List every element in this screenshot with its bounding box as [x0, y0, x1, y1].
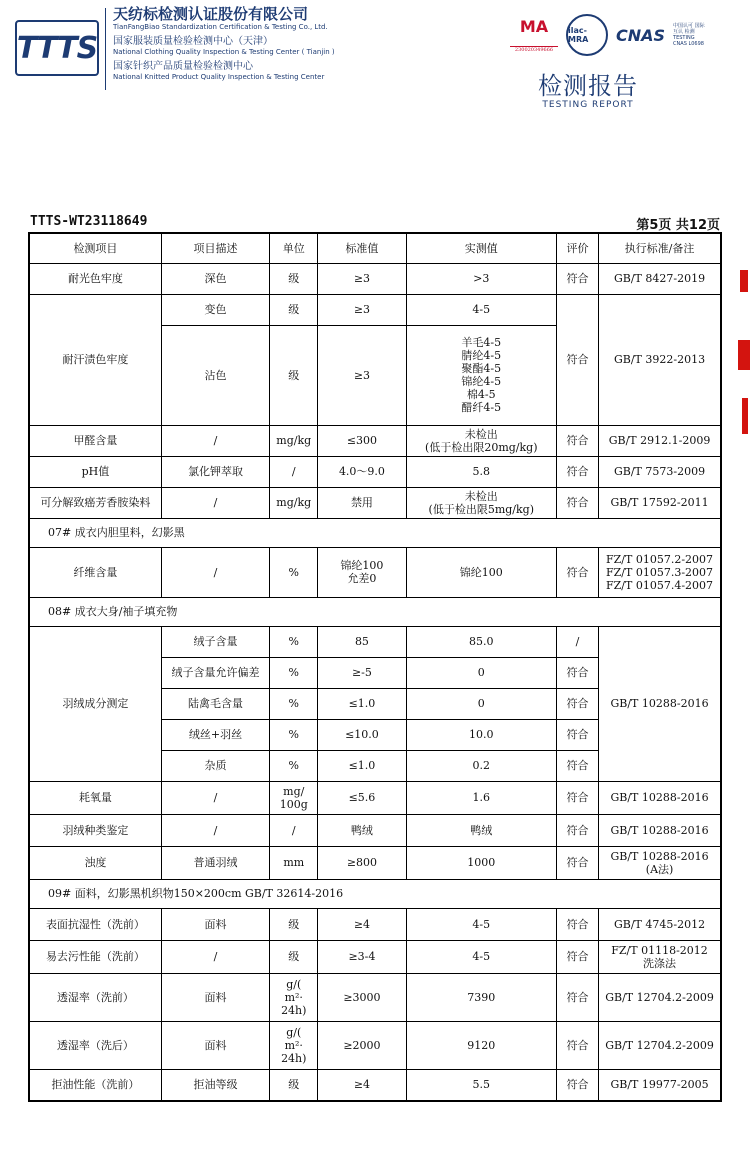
cell: / — [161, 814, 269, 846]
cell: 符合 — [556, 294, 598, 425]
cell: 面料 — [161, 1021, 269, 1069]
table-row — [29, 547, 721, 597]
table-row — [29, 846, 721, 879]
cell: / — [270, 456, 318, 487]
red-seal-fragment — [738, 270, 750, 440]
table-row — [29, 425, 721, 456]
cell: 表面抗湿性（洗前） — [29, 908, 161, 940]
cnas-mark: CNAS — [616, 25, 666, 45]
cell: 1.6 — [406, 781, 556, 814]
cell: 符合 — [556, 781, 598, 814]
cell: ≤1.0 — [318, 750, 406, 781]
cell: mm — [270, 846, 318, 879]
cell: 杂质 — [161, 750, 269, 781]
cell: 面料 — [161, 908, 269, 940]
cell: 级 — [270, 1069, 318, 1101]
cell: >3 — [406, 263, 556, 294]
table-row — [29, 973, 721, 1021]
cell: % — [270, 657, 318, 688]
cell: ≥-5 — [318, 657, 406, 688]
org-name-cn: 天纺标检测认证股份有限公司 — [113, 5, 309, 23]
cell: 符合 — [556, 846, 598, 879]
cell: GB/T 4745-2012 — [599, 908, 721, 940]
cell: 7390 — [406, 973, 556, 1021]
cell: 陆禽毛含量 — [161, 688, 269, 719]
cell: ≥3 — [318, 325, 406, 425]
cell: 变色 — [161, 294, 269, 325]
cell: 纤维含量 — [29, 547, 161, 597]
cell: 9120 — [406, 1021, 556, 1069]
cell: 5.8 — [406, 456, 556, 487]
cell: 绒丝+羽丝 — [161, 719, 269, 750]
cell: 普通羽绒 — [161, 846, 269, 879]
cell: 拒油性能（洗前） — [29, 1069, 161, 1101]
cell: ≥3-4 — [318, 940, 406, 973]
cell: 符合 — [556, 1021, 598, 1069]
cell-multiline: GB/T 10288-2016 (A法) — [599, 846, 721, 879]
ilac-mra-mark: ilac-MRA — [566, 14, 608, 56]
cell: 级 — [270, 294, 318, 325]
cell: GB/T 12704.2-2009 — [599, 973, 721, 1021]
cell: ≥4 — [318, 908, 406, 940]
cma-mark: MA 230020349666 — [510, 16, 558, 54]
cell: 符合 — [556, 425, 598, 456]
certification-marks — [510, 14, 707, 56]
cell: 符合 — [556, 688, 598, 719]
cell: / — [161, 425, 269, 456]
cell: ≥800 — [318, 846, 406, 879]
cell-multiline: mg/ 100g — [270, 781, 318, 814]
cell: 符合 — [556, 719, 598, 750]
table-row — [29, 626, 721, 657]
cell: GB/T 17592-2011 — [599, 487, 721, 518]
cell: mg/kg — [270, 487, 318, 518]
cell: 浊度 — [29, 846, 161, 879]
table-row — [29, 1069, 721, 1101]
cell: ≥3 — [318, 263, 406, 294]
section-title: 08# 成衣大身/袖子填充物 — [29, 597, 721, 626]
table-row — [29, 814, 721, 846]
cell: 沾色 — [161, 325, 269, 425]
cell: ≤1.0 — [318, 688, 406, 719]
table-row — [29, 908, 721, 940]
cell: 绒子含量允许偏差 — [161, 657, 269, 688]
organization-info — [113, 5, 335, 82]
cell: GB/T 3922-2013 — [599, 294, 721, 425]
cell: 4-5 — [406, 908, 556, 940]
cell: / — [270, 814, 318, 846]
col-header: 实测值 — [406, 233, 556, 263]
cell: 4.0～9.0 — [318, 456, 406, 487]
cell: 符合 — [556, 750, 598, 781]
page-indicator: 第5页 共12页 — [636, 218, 720, 233]
cell: ≥2000 — [318, 1021, 406, 1069]
cell-multiline: g/( m²· 24h) — [270, 973, 318, 1021]
cell-multiline: 羊毛4-5 腈纶4-5 聚酯4-5 锦纶4-5 棉4-5 醋纤4-5 — [406, 325, 556, 425]
cell: 级 — [270, 263, 318, 294]
cell: GB/T 10288-2016 — [599, 814, 721, 846]
cell: 4-5 — [406, 294, 556, 325]
cell: 符合 — [556, 908, 598, 940]
cell: ≥3000 — [318, 973, 406, 1021]
center2-cn: 国家针织产品质量检验检测中心 — [113, 61, 253, 72]
cell: 易去污性能（洗前） — [29, 940, 161, 973]
cell: pH值 — [29, 456, 161, 487]
header-divider — [105, 8, 106, 90]
cell: 耐汗渍色牢度 — [29, 294, 161, 425]
cell: 透湿率（洗前） — [29, 973, 161, 1021]
report-title-en: TESTING REPORT — [542, 100, 634, 110]
cell: 85 — [318, 626, 406, 657]
cell: GB/T 12704.2-2009 — [599, 1021, 721, 1069]
cell: 符合 — [556, 547, 598, 597]
table-row — [29, 1021, 721, 1069]
cell: GB/T 2912.1-2009 — [599, 425, 721, 456]
logo-text: TTTS — [16, 30, 98, 66]
cell: 5.5 — [406, 1069, 556, 1101]
report-title-cn: 检测报告 — [538, 72, 638, 100]
cell: 可分解致癌芳香胺染料 — [29, 487, 161, 518]
table-row — [29, 781, 721, 814]
cnas-subtext: 中国认可 国际互认 检测 TESTING CNAS L0698 — [673, 23, 705, 47]
report-number: TTTS-WT23118649 — [30, 214, 148, 229]
cell: 符合 — [556, 657, 598, 688]
cell: % — [270, 547, 318, 597]
cell-multiline: 未检出 (低于检出限5mg/kg) — [406, 487, 556, 518]
cell: 透湿率（洗后） — [29, 1021, 161, 1069]
col-header: 评价 — [556, 233, 598, 263]
cell: 绒子含量 — [161, 626, 269, 657]
cell: 85.0 — [406, 626, 556, 657]
cell: GB/T 10288-2016 — [599, 781, 721, 814]
table-row — [29, 487, 721, 518]
cell-multiline: g/( m²· 24h) — [270, 1021, 318, 1069]
center1-en: National Clothing Quality Inspection & Testing Center ( Tianjin ) — [113, 48, 335, 56]
section-title: 09# 面料，幻影黑机织物150×200cm GB/T 32614-2016 — [29, 879, 721, 908]
cell: 符合 — [556, 940, 598, 973]
cell: ≤10.0 — [318, 719, 406, 750]
cell: 符合 — [556, 456, 598, 487]
cell: 氯化钾萃取 — [161, 456, 269, 487]
cell: 羽绒成分测定 — [29, 626, 161, 781]
cell: 耗氧量 — [29, 781, 161, 814]
cell: 禁用 — [318, 487, 406, 518]
test-results-table — [28, 232, 722, 1102]
cell: ≤300 — [318, 425, 406, 456]
col-header: 单位 — [270, 233, 318, 263]
section-row — [29, 597, 721, 626]
cell: 1000 — [406, 846, 556, 879]
cell: % — [270, 688, 318, 719]
cell: 拒油等级 — [161, 1069, 269, 1101]
cell: 深色 — [161, 263, 269, 294]
report-title — [538, 72, 638, 110]
cell: 0 — [406, 657, 556, 688]
cell: 锦纶100 — [406, 547, 556, 597]
center2-en: National Knitted Product Quality Inspection & Testing Center — [113, 73, 325, 81]
cell: % — [270, 750, 318, 781]
cell: 符合 — [556, 263, 598, 294]
table-row — [29, 940, 721, 973]
cell: 羽绒种类鉴定 — [29, 814, 161, 846]
cell: ≤5.6 — [318, 781, 406, 814]
cell: % — [270, 719, 318, 750]
cell: 级 — [270, 325, 318, 425]
org-name-en: TianFangBiao Standardization Certification & Testing Co., Ltd. — [113, 23, 328, 31]
col-header: 标准值 — [318, 233, 406, 263]
col-header: 检测项目 — [29, 233, 161, 263]
cell: 符合 — [556, 973, 598, 1021]
cell: 级 — [270, 908, 318, 940]
cell: 符合 — [556, 487, 598, 518]
cell: / — [556, 626, 598, 657]
cell: GB/T 8427-2019 — [599, 263, 721, 294]
cell: / — [161, 940, 269, 973]
section-row — [29, 879, 721, 908]
cell: 鸭绒 — [318, 814, 406, 846]
cell: GB/T 10288-2016 — [599, 626, 721, 781]
table-row — [29, 456, 721, 487]
cell: 耐光色牢度 — [29, 263, 161, 294]
section-row — [29, 518, 721, 547]
cell: % — [270, 626, 318, 657]
cell: GB/T 19977-2005 — [599, 1069, 721, 1101]
cell: ≥4 — [318, 1069, 406, 1101]
cell: 符合 — [556, 1069, 598, 1101]
col-header: 执行标准/备注 — [599, 233, 721, 263]
cell: / — [161, 781, 269, 814]
cell: 级 — [270, 940, 318, 973]
center1-cn: 国家服装质量检验检测中心（天津） — [113, 36, 273, 47]
cell-multiline: 未检出 (低于检出限20mg/kg) — [406, 425, 556, 456]
report-header — [0, 0, 750, 120]
cell: 鸭绒 — [406, 814, 556, 846]
col-header: 项目描述 — [161, 233, 269, 263]
cell: 0.2 — [406, 750, 556, 781]
cell-multiline: FZ/T 01118-2012 洗涤法 — [599, 940, 721, 973]
table-row — [29, 294, 721, 325]
table-row — [29, 263, 721, 294]
table-header-row — [29, 233, 721, 263]
cell: ≥3 — [318, 294, 406, 325]
cell: 甲醛含量 — [29, 425, 161, 456]
cell: mg/kg — [270, 425, 318, 456]
cell: 4-5 — [406, 940, 556, 973]
cell-multiline: 锦纶100 允差0 — [318, 547, 406, 597]
cell: / — [161, 487, 269, 518]
section-title: 07# 成衣内胆里料，幻影黑 — [29, 518, 721, 547]
cell: / — [161, 547, 269, 597]
cell: 0 — [406, 688, 556, 719]
cell: 面料 — [161, 973, 269, 1021]
company-logo — [15, 20, 99, 76]
cell-multiline: FZ/T 01057.2-2007 FZ/T 01057.3-2007 FZ/T 01057.4-2007 — [599, 547, 721, 597]
cell: 符合 — [556, 814, 598, 846]
cell: GB/T 7573-2009 — [599, 456, 721, 487]
cell: 10.0 — [406, 719, 556, 750]
